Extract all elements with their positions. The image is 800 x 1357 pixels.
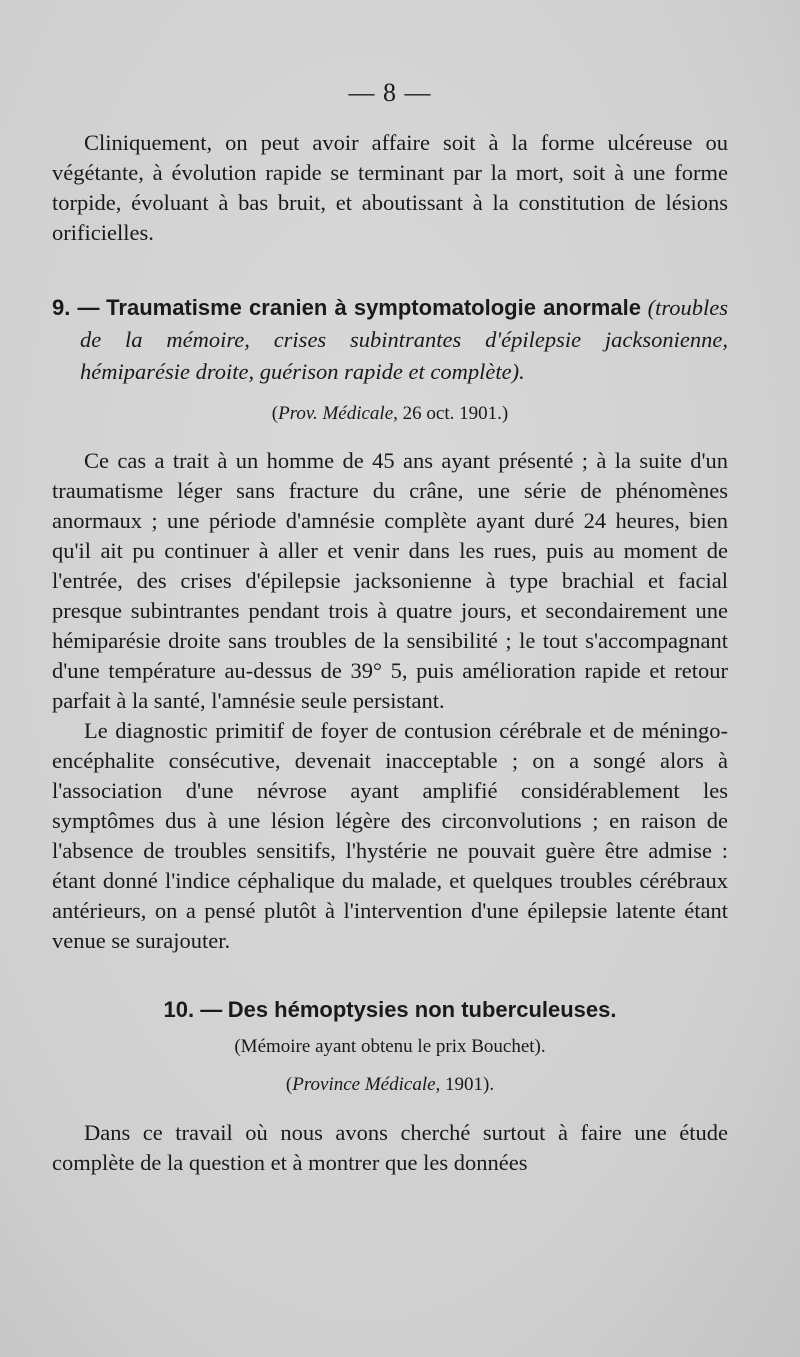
section-10-paragraph-1: Dans ce travail où nous avons cherché surtout à faire une étude complète de la question et à montrer que les données [52, 1120, 728, 1175]
section-9-paragraph-2: Le diagnostic primitif de foyer de contusion cérébrale et de méningo-encéphalite consécutive, devenait inacceptable ; on a songé alors à l'association d'une névrose ayant amplifié considérablement les symptômes dus à une lésion légère des circonvolutions ; en raison de l'absence de troubles sensitifs, l'hystérie ne pouvait guère être admise : étant donné l'indice céphalique du malade, et quelques troubles cérébraux antérieurs, on a pensé plutôt à l'intervention d'une épilepsie latente étant venue se surajouter. [52, 718, 728, 953]
section-10-source-journal: Province Médicale, [292, 1074, 441, 1095]
section-10-number: 10. — [163, 997, 223, 1022]
section-9-paragraph-1: Ce cas a trait à un homme de 45 ans ayant présenté ; à la suite d'un traumatisme léger sans fracture du crâne, une série de phénomènes anormaux ; une période d'amnésie complète ayant duré 24 heures, bien qu'il ait pu continuer à aller et venir dans les rues, puis au moment de l'entrée, des crises d'épilepsie jacksonienne à type brachial et facial presque subintrantes pendant trois à quatre jours, et secondairement une hémiparésie droite sans troubles de la sensibilité ; le tout s'accompagnant d'une température au-dessus de 39° 5, puis amélioration rapide et retour parfait à la santé, l'amnésie seule persistant. [52, 448, 728, 713]
section-9-source-journal: Prov. Médicale, [278, 403, 398, 424]
section-10-source: (Province Médicale, 1901). [285, 1074, 495, 1095]
section-9-title: Traumatisme cranien à symptomatologie anormale [106, 295, 641, 320]
section-9-subtitle: (troubles de la mémoire, crises subintrantes d'épilepsie jacksonienne, hémiparésie droite, guérison rapide et complète). [80, 295, 729, 384]
intro-paragraph: Cliniquement, on peut avoir affaire soit à la forme ulcéreuse ou végétante, à évolution rapide se terminant par la mort, soit à une forme torpide, évoluant à bas bruit, et aboutissant à la constitution de lésions orificielles. [52, 130, 728, 245]
section-9-source: (Prov. Médicale, 26 oct. 1901.) [271, 403, 509, 424]
section-10-title: Des hémoptysies non tuberculeuses. [227, 997, 617, 1022]
section-9-number: 9. — [52, 295, 100, 320]
section-9-source-date: 26 oct. 1901. [402, 403, 502, 424]
section-9-heading [52, 292, 728, 388]
page-number: — 8 — [348, 78, 432, 107]
section-10-source-date: 1901 [445, 1074, 484, 1095]
section-10-heading [52, 994, 728, 1026]
section-10-note: (Mémoire ayant obtenu le prix Bouchet). [234, 1036, 546, 1057]
